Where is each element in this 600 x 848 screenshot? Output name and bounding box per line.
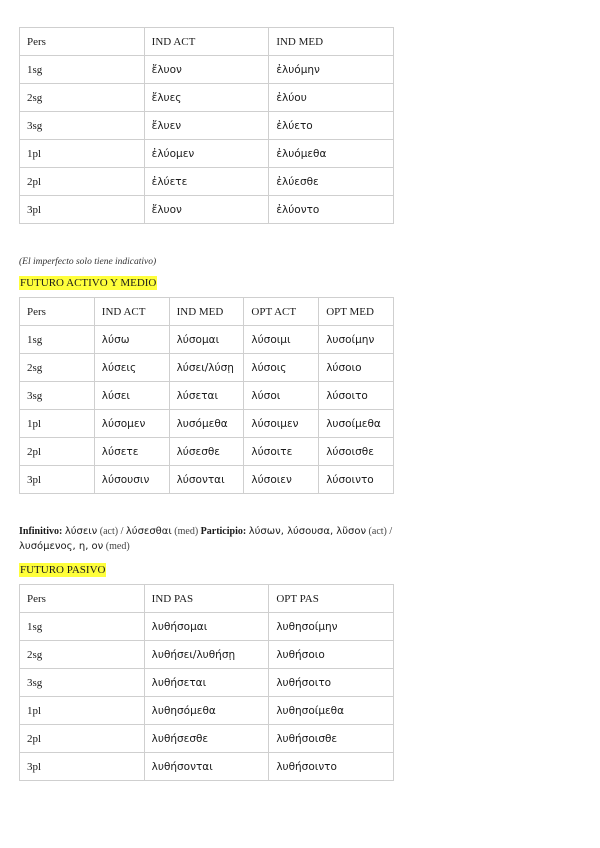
- form-cell: λυθήσοιο: [269, 641, 394, 669]
- part-act: λύσων, λύσουσα, λῦσον: [248, 526, 367, 537]
- form-cell: λύσεις: [94, 354, 169, 382]
- form-cell: λύσονται: [169, 466, 244, 494]
- form-cell: ἐλύοντο: [269, 196, 394, 224]
- form-cell: λυθήσομαι: [144, 613, 269, 641]
- form-cell: λύσοι: [244, 382, 319, 410]
- form-cell: λυθήσει/λυθήσῃ: [144, 641, 269, 669]
- person-cell: 1sg: [20, 613, 145, 641]
- form-cell: λύσομεν: [94, 410, 169, 438]
- column-header: IND MED: [169, 298, 244, 326]
- form-cell: λύσετε: [94, 438, 169, 466]
- form-cell: λύσει: [94, 382, 169, 410]
- person-cell: 3sg: [20, 382, 95, 410]
- person-cell: 1pl: [20, 410, 95, 438]
- infinitivo-label: Infinitivo:: [19, 526, 63, 537]
- infinitive-participle-line: [19, 524, 394, 554]
- table-row: [20, 140, 394, 168]
- form-cell: λυθήσεται: [144, 669, 269, 697]
- column-header: Pers: [20, 298, 95, 326]
- form-cell: ἐλυόμην: [269, 56, 394, 84]
- table-row: [20, 56, 394, 84]
- form-cell: ἔλυον: [144, 56, 269, 84]
- table-row: [20, 168, 394, 196]
- person-cell: 2sg: [20, 84, 145, 112]
- table-header-row: [20, 298, 394, 326]
- column-header: Pers: [20, 585, 145, 613]
- table-row: [20, 753, 394, 781]
- form-cell: λυθησόμεθα: [144, 697, 269, 725]
- form-cell: λυσοίμεθα: [319, 410, 394, 438]
- person-cell: 2pl: [20, 725, 145, 753]
- column-header: OPT PAS: [269, 585, 394, 613]
- form-cell: λύσοιο: [319, 354, 394, 382]
- futuro-pasivo-heading: FUTURO PASIVO: [20, 564, 106, 576]
- table-row: [20, 641, 394, 669]
- person-cell: 3sg: [20, 669, 145, 697]
- form-cell: λύσοισθε: [319, 438, 394, 466]
- column-header: IND MED: [269, 28, 394, 56]
- table-row: [20, 725, 394, 753]
- table-row: [20, 613, 394, 641]
- column-header: IND ACT: [144, 28, 269, 56]
- person-cell: 3pl: [20, 196, 145, 224]
- slash: /: [120, 526, 124, 537]
- form-cell: λύσοιντο: [319, 466, 394, 494]
- person-cell: 2pl: [20, 438, 95, 466]
- person-cell: 2sg: [20, 354, 95, 382]
- form-cell: λυθησοίμεθα: [269, 697, 394, 725]
- form-cell: λύσοιτε: [244, 438, 319, 466]
- form-cell: λυθήσοιντο: [269, 753, 394, 781]
- table-row: [20, 196, 394, 224]
- form-cell: λυθήσεσθε: [144, 725, 269, 753]
- form-cell: ἐλυόμεθα: [269, 140, 394, 168]
- table-header-row: [20, 585, 394, 613]
- table-row: [20, 410, 394, 438]
- form-cell: λυσοίμην: [319, 326, 394, 354]
- table-header-row: [20, 28, 394, 56]
- person-cell: 3sg: [20, 112, 145, 140]
- form-cell: λυθήσοιτο: [269, 669, 394, 697]
- part-act-tag: (act): [368, 526, 387, 537]
- form-cell: ἐλύεσθε: [269, 168, 394, 196]
- document-page: [19, 27, 394, 781]
- participio-label: Participio:: [200, 526, 247, 537]
- form-cell: λύσομαι: [169, 326, 244, 354]
- form-cell: λύσοιτο: [319, 382, 394, 410]
- table-row: [20, 354, 394, 382]
- imperfect-note: (El imperfecto solo tiene indicativo): [19, 257, 157, 267]
- table-row: [20, 326, 394, 354]
- form-cell: λύσουσιν: [94, 466, 169, 494]
- inf-med-tag: (med): [174, 526, 199, 537]
- table-row: [20, 438, 394, 466]
- person-cell: 3pl: [20, 753, 145, 781]
- table-row: [20, 697, 394, 725]
- column-header: Pers: [20, 28, 145, 56]
- person-cell: 1sg: [20, 56, 145, 84]
- person-cell: 3pl: [20, 466, 95, 494]
- futuro-activo-heading: FUTURO ACTIVO Y MEDIO: [20, 277, 157, 289]
- inf-act: λύσειν: [64, 526, 98, 537]
- imperfect-table: [19, 27, 394, 224]
- form-cell: λύσοιμεν: [244, 410, 319, 438]
- form-cell: ἐλύετε: [144, 168, 269, 196]
- form-cell: λυθήσοισθε: [269, 725, 394, 753]
- person-cell: 1pl: [20, 697, 145, 725]
- form-cell: λυσόμεθα: [169, 410, 244, 438]
- column-header: OPT ACT: [244, 298, 319, 326]
- person-cell: 1sg: [20, 326, 95, 354]
- form-cell: λυθησοίμην: [269, 613, 394, 641]
- part-med: λυσόμενος, η, ον: [19, 541, 104, 552]
- form-cell: λύσω: [94, 326, 169, 354]
- form-cell: ἔλυεν: [144, 112, 269, 140]
- inf-act-tag: (act): [99, 526, 119, 537]
- form-cell: ἔλυες: [144, 84, 269, 112]
- slash-2: /: [389, 526, 393, 537]
- future-passive-table: [19, 584, 394, 781]
- column-header: IND ACT: [94, 298, 169, 326]
- form-cell: λύσοις: [244, 354, 319, 382]
- person-cell: 2pl: [20, 168, 145, 196]
- table-row: [20, 84, 394, 112]
- table-row: [20, 669, 394, 697]
- future-active-middle-table: [19, 297, 394, 494]
- part-med-tag: (med): [105, 541, 130, 552]
- form-cell: λύσεται: [169, 382, 244, 410]
- person-cell: 2sg: [20, 641, 145, 669]
- form-cell: λύσεσθε: [169, 438, 244, 466]
- inf-med: λύσεσθαι: [125, 526, 172, 537]
- form-cell: λύσει/λύσῃ: [169, 354, 244, 382]
- table-row: [20, 382, 394, 410]
- form-cell: ἐλύετο: [269, 112, 394, 140]
- column-header: IND PAS: [144, 585, 269, 613]
- form-cell: λύσοιεν: [244, 466, 319, 494]
- form-cell: λύσοιμι: [244, 326, 319, 354]
- form-cell: ἐλύου: [269, 84, 394, 112]
- person-cell: 1pl: [20, 140, 145, 168]
- form-cell: ἐλύομεν: [144, 140, 269, 168]
- column-header: OPT MED: [319, 298, 394, 326]
- form-cell: λυθήσονται: [144, 753, 269, 781]
- table-row: [20, 466, 394, 494]
- form-cell: ἔλυον: [144, 196, 269, 224]
- table-row: [20, 112, 394, 140]
